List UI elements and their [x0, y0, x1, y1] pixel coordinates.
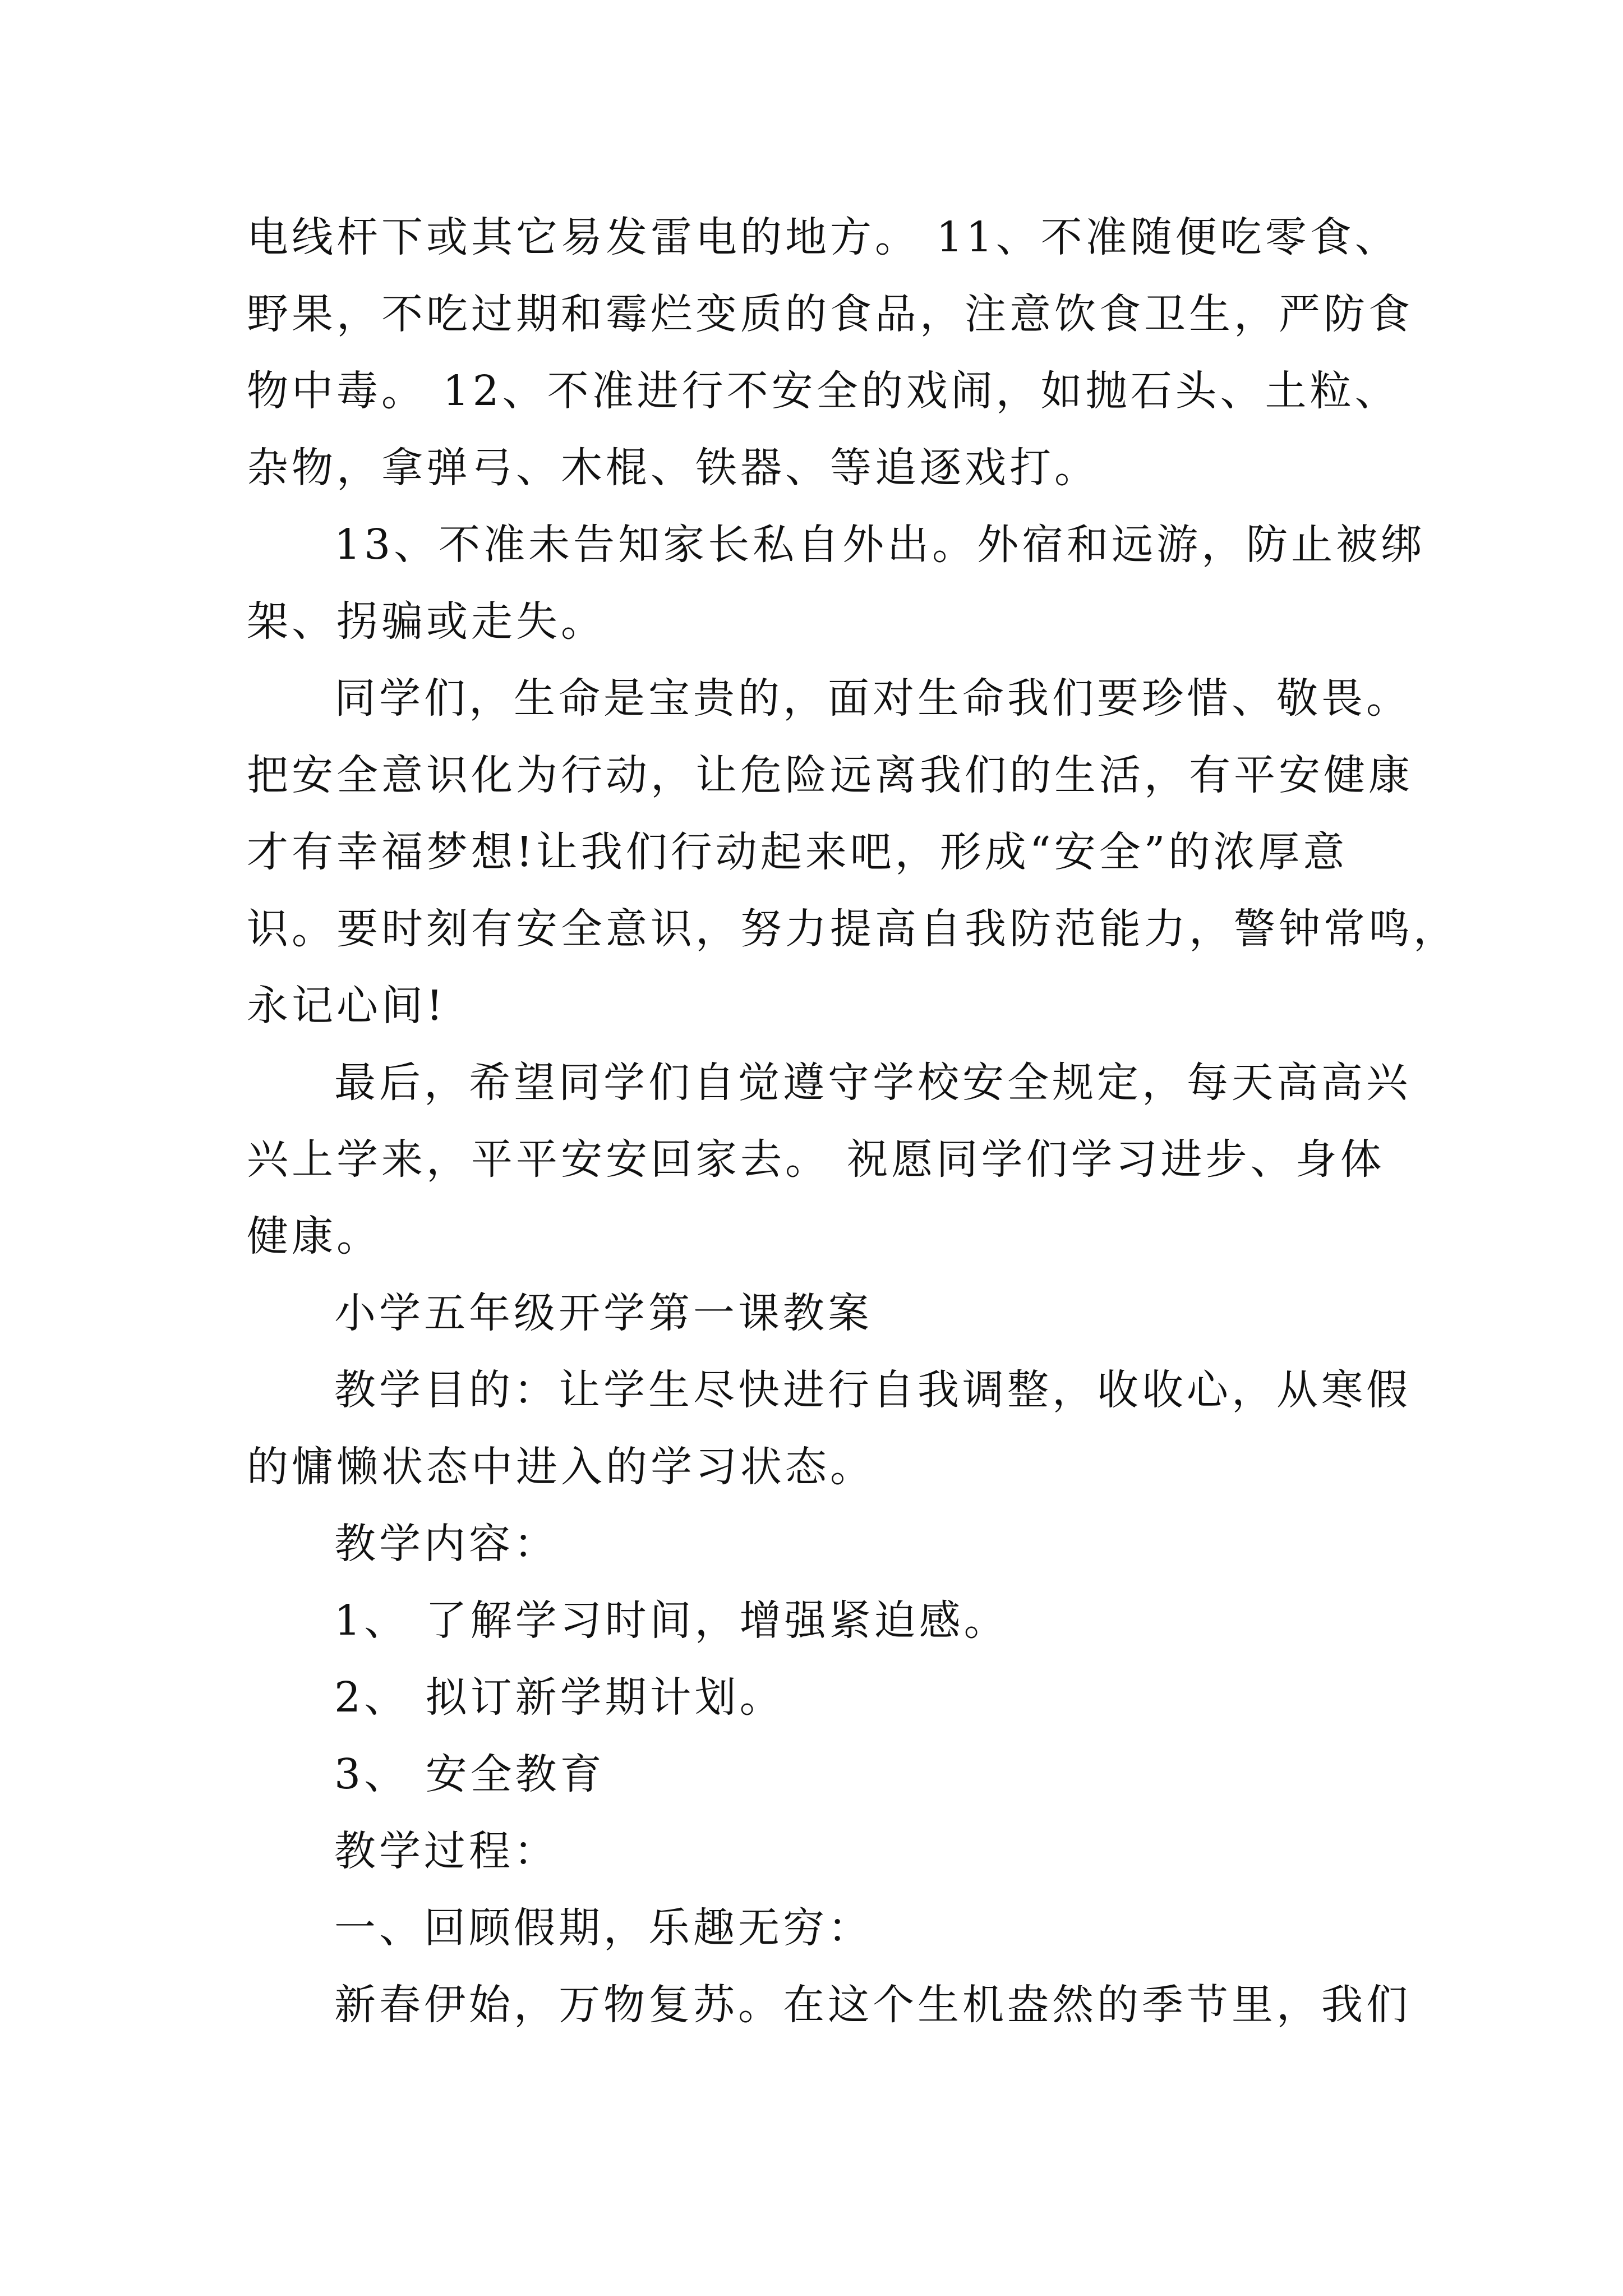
text-line: 架、拐骗或走失。	[247, 597, 606, 646]
text-line: 杂物，拿弹弓、木棍、铁器、等追逐戏打。	[247, 444, 1099, 492]
text-line: 最后，希望同学们自觉遵守学校安全规定，每天高高兴	[334, 1059, 1411, 1107]
text-line: 兴上学来，平平安安回家去。 祝愿同学们学习进步、身体	[247, 1135, 1385, 1184]
text-line: 把安全意识化为行动，让危险远离我们的生活，有平安健康	[247, 751, 1413, 799]
text-line: 健康。	[247, 1212, 381, 1260]
section-title: 小学五年级开学第一课教案	[334, 1289, 873, 1337]
text-line: 13、不准未告知家长私自外出。外宿和远游，防止被绑	[334, 521, 1426, 569]
text-line: 同学们，生命是宝贵的，面对生命我们要珍惜、敬畏。	[334, 674, 1411, 723]
text-line: 新春伊始，万物复苏。在这个生机盎然的季节里，我们	[334, 1981, 1411, 2029]
text-line: 电线杆下或其它易发雷电的地方。 11、不准随便吃零食、	[247, 213, 1400, 261]
text-line: 野果，不吃过期和霉烂变质的食品，注意饮食卫生，严防食	[247, 290, 1413, 338]
text-line: 永记心间!	[247, 982, 446, 1030]
text-line: 教学目的：让学生尽快进行自我调整，收收心，从寒假	[334, 1366, 1411, 1414]
list-item: 2、 拟订新学期计划。	[334, 1673, 785, 1722]
text-line: 才有幸福梦想!让我们行动起来吧，形成“安全”的浓厚意	[247, 828, 1348, 876]
text-line: 一、回顾假期，乐趣无穷：	[334, 1904, 873, 1952]
text-line: 教学过程：	[334, 1827, 559, 1875]
text-line: 的慵懒状态中进入的学习状态。	[247, 1443, 875, 1491]
text-line: 识。要时刻有安全意识，努力提高自我防范能力，警钟常鸣，	[247, 905, 1458, 953]
list-item: 3、 安全教育	[334, 1750, 605, 1798]
text-line: 物中毒。 12、不准进行不安全的戏闹，如抛石头、土粒、	[247, 367, 1400, 415]
text-line: 教学内容：	[334, 1520, 559, 1568]
list-item: 1、 了解学习时间，增强紧迫感。	[334, 1596, 1009, 1645]
